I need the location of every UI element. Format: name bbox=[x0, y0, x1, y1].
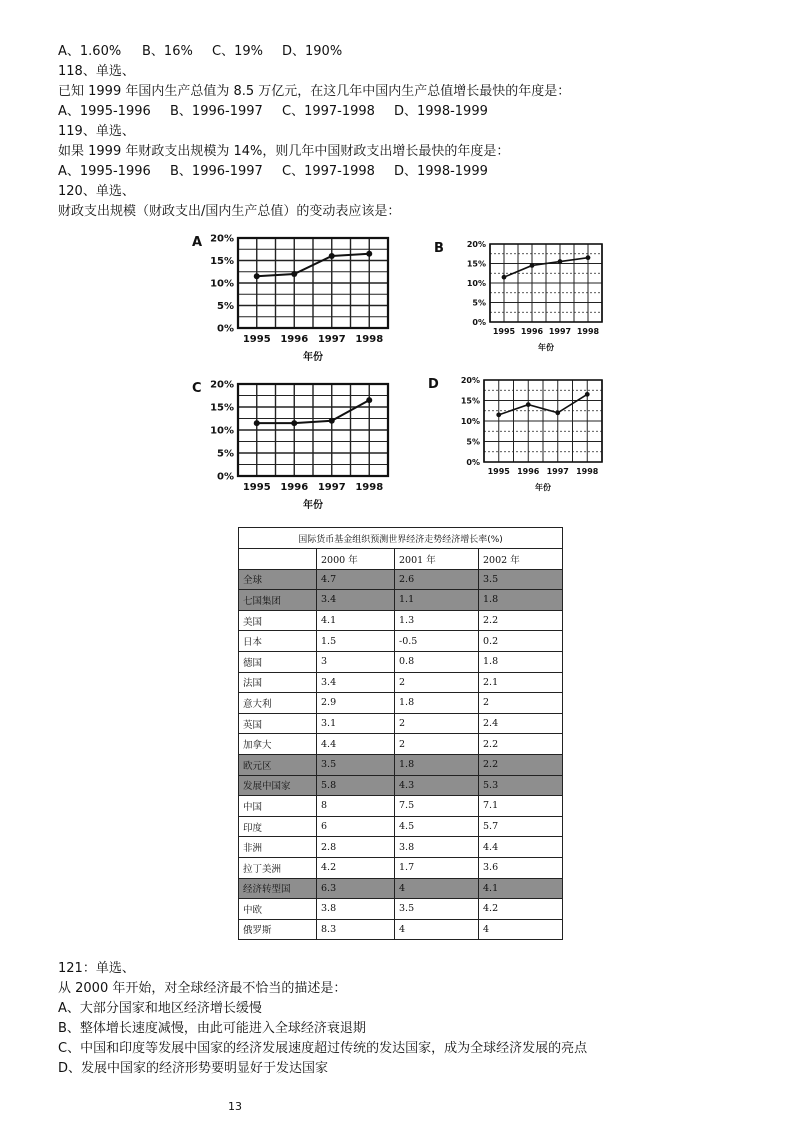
x-tick-label: 1998 bbox=[576, 327, 600, 336]
q119-option-b: B、1996-1997 bbox=[170, 164, 263, 179]
y-tick-label: 10% bbox=[210, 278, 234, 290]
data-point bbox=[291, 271, 297, 277]
y-tick-label: 10% bbox=[210, 425, 234, 437]
line-chart bbox=[190, 376, 400, 518]
table-cell: 5.7 bbox=[479, 816, 563, 837]
q119-option-a: A、1995-1996 bbox=[58, 164, 151, 179]
table-cell: 2.2 bbox=[479, 754, 563, 775]
table-cell: 4.1 bbox=[479, 878, 563, 899]
table-cell: 2.2 bbox=[479, 610, 563, 631]
data-point bbox=[496, 412, 501, 417]
table-cell: 4.3 bbox=[395, 775, 479, 796]
table-cell: 3.5 bbox=[395, 899, 479, 920]
table-cell: 3.8 bbox=[317, 899, 395, 920]
table-row bbox=[239, 631, 563, 652]
table-cell: 8 bbox=[317, 796, 395, 817]
y-tick-label: 15% bbox=[466, 259, 486, 269]
data-point bbox=[555, 410, 560, 415]
table-cell: 3.5 bbox=[317, 754, 395, 775]
table-title: 国际货币基金组织预测世界经济走势经济增长率(%) bbox=[239, 528, 563, 549]
y-tick-label: 15% bbox=[460, 396, 480, 406]
table-cell: 4 bbox=[395, 878, 479, 899]
q118-option-a: A、1995-1996 bbox=[58, 104, 151, 119]
table-cell: 2.2 bbox=[479, 734, 563, 755]
q117-option-b: B、16% bbox=[142, 44, 193, 59]
table-cell: 2 bbox=[479, 693, 563, 714]
table-cell: 2.8 bbox=[317, 837, 395, 858]
table-cell: 6.3 bbox=[317, 878, 395, 899]
table-cell: 4.7 bbox=[317, 569, 395, 590]
table-cell: 2 bbox=[395, 734, 479, 755]
q121-option-a: A、大部分国家和地区经济增长缓慢 bbox=[58, 1001, 262, 1016]
table-row-label: 俄罗斯 bbox=[239, 919, 317, 940]
x-axis-title: 年份 bbox=[538, 343, 554, 352]
y-tick-label: 0% bbox=[217, 323, 234, 335]
table-cell: 3.5 bbox=[479, 569, 563, 590]
table-cell: 7.1 bbox=[479, 796, 563, 817]
q117-option-c: C、19% bbox=[212, 44, 263, 59]
x-tick-label: 1997 bbox=[546, 467, 569, 476]
table-row bbox=[239, 899, 563, 920]
table-cell: 3.8 bbox=[395, 837, 479, 858]
data-point bbox=[329, 253, 335, 259]
table-header-cell: 2000 年 bbox=[317, 549, 395, 570]
table-cell: 3 bbox=[317, 651, 395, 672]
table-row bbox=[239, 754, 563, 775]
q120-stem: 财政支出规模（财政支出/国内生产总值）的变动表应该是： bbox=[58, 204, 401, 219]
table-row bbox=[239, 569, 563, 590]
table-cell: 1.7 bbox=[395, 857, 479, 878]
y-tick-label: 10% bbox=[460, 416, 480, 426]
line-chart bbox=[190, 226, 400, 370]
data-point bbox=[558, 259, 563, 264]
table-cell: 1.8 bbox=[395, 754, 479, 775]
table-cell: 8.3 bbox=[317, 919, 395, 940]
table-cell: 4.2 bbox=[317, 857, 395, 878]
table-cell: 4.2 bbox=[479, 899, 563, 920]
x-tick-label: 1997 bbox=[317, 334, 346, 345]
data-point bbox=[291, 420, 297, 426]
x-tick-label: 1996 bbox=[520, 327, 544, 336]
line-chart bbox=[432, 236, 614, 364]
x-tick-label: 1998 bbox=[576, 467, 599, 476]
chart-letter: A bbox=[192, 235, 203, 250]
x-tick-label: 1998 bbox=[355, 482, 384, 493]
y-tick-label: 20% bbox=[466, 239, 486, 249]
q118-number: 118、单选、 bbox=[58, 64, 135, 79]
x-tick-label: 1996 bbox=[517, 467, 540, 476]
table-row bbox=[239, 713, 563, 734]
table-cell: 1.8 bbox=[395, 693, 479, 714]
table-cell: 3.6 bbox=[479, 857, 563, 878]
table-row bbox=[239, 672, 563, 693]
y-tick-label: 0% bbox=[466, 457, 480, 467]
table-cell: 1.3 bbox=[395, 610, 479, 631]
data-point bbox=[254, 273, 260, 279]
y-tick-label: 15% bbox=[210, 256, 234, 267]
table-row-label: 发展中国家 bbox=[239, 775, 317, 796]
data-point bbox=[585, 392, 590, 397]
q117-option-a: A、1.60% bbox=[58, 44, 122, 59]
table-cell: 3.1 bbox=[317, 713, 395, 734]
data-point bbox=[366, 397, 372, 403]
x-axis-title: 年份 bbox=[303, 352, 323, 363]
x-tick-label: 1996 bbox=[280, 482, 309, 493]
chart-letter: D bbox=[428, 377, 439, 392]
y-tick-label: 0% bbox=[472, 317, 486, 327]
table-cell: 7.5 bbox=[395, 796, 479, 817]
table-row-label: 印度 bbox=[239, 816, 317, 837]
table-cell: 2.9 bbox=[317, 693, 395, 714]
x-axis-title: 年份 bbox=[303, 500, 323, 511]
chart-a bbox=[190, 226, 400, 374]
table-cell: 4 bbox=[479, 919, 563, 940]
x-tick-label: 1996 bbox=[280, 334, 309, 345]
y-tick-label: 15% bbox=[210, 402, 234, 414]
y-tick-label: 0% bbox=[217, 471, 234, 483]
q118-option-d: D、1998-1999 bbox=[394, 104, 488, 119]
growth-table bbox=[238, 527, 562, 940]
table-row bbox=[239, 693, 563, 714]
q117-option-d: D、190% bbox=[282, 44, 343, 59]
table-header-cell: 2002 年 bbox=[479, 549, 563, 570]
table-cell: 2 bbox=[395, 713, 479, 734]
data-point bbox=[526, 402, 531, 407]
table-row bbox=[239, 796, 563, 817]
table-cell: 2.4 bbox=[479, 713, 563, 734]
q119-stem: 如果 1999 年财政支出规模为 14%，则几年中国财政支出增长最快的年度是： bbox=[58, 144, 510, 159]
q119-number: 119、单选、 bbox=[58, 124, 135, 139]
table-cell: 4.5 bbox=[395, 816, 479, 837]
data-point bbox=[254, 420, 260, 426]
data-point bbox=[530, 263, 535, 268]
table-row-label: 全球 bbox=[239, 569, 317, 590]
y-tick-label: 5% bbox=[217, 301, 234, 312]
x-tick-label: 1995 bbox=[487, 467, 510, 476]
table-row-label: 意大利 bbox=[239, 693, 317, 714]
table-cell: 1.5 bbox=[317, 631, 395, 652]
table-cell: 6 bbox=[317, 816, 395, 837]
table-row-label: 中国 bbox=[239, 796, 317, 817]
chart-letter: B bbox=[434, 241, 444, 256]
chart-letter: C bbox=[192, 381, 202, 396]
data-point bbox=[502, 275, 507, 280]
q118-option-c: C、1997-1998 bbox=[282, 104, 375, 119]
table-cell: 1.1 bbox=[395, 590, 479, 611]
data-point bbox=[329, 418, 335, 424]
table-cell: 1.8 bbox=[479, 590, 563, 611]
table-row-label: 美国 bbox=[239, 610, 317, 631]
y-tick-label: 10% bbox=[466, 278, 486, 288]
table-cell: 0.2 bbox=[479, 631, 563, 652]
x-tick-label: 1997 bbox=[317, 482, 346, 493]
chart-b bbox=[432, 236, 614, 368]
table-row bbox=[239, 857, 563, 878]
table-cell: 5.8 bbox=[317, 775, 395, 796]
table-row bbox=[239, 651, 563, 672]
table-row bbox=[239, 919, 563, 940]
data-point bbox=[586, 255, 591, 260]
page-number: 13 bbox=[228, 1100, 242, 1113]
y-tick-label: 20% bbox=[460, 375, 480, 385]
data-point bbox=[366, 251, 372, 257]
table-row-label: 中欧 bbox=[239, 899, 317, 920]
q118-option-b: B、1996-1997 bbox=[170, 104, 263, 119]
table-row-label: 德国 bbox=[239, 651, 317, 672]
table-cell: 2.1 bbox=[479, 672, 563, 693]
q118-stem: 已知 1999 年国内生产总值为 8.5 万亿元，在这几年中国内生产总值增长最快的年度是： bbox=[58, 84, 571, 99]
line-chart bbox=[426, 374, 614, 504]
q121-option-d: D、发展中国家的经济形势要明显好于发达国家 bbox=[58, 1061, 329, 1076]
q121-option-b: B、整体增长速度减慢，由此可能进入全球经济衰退期 bbox=[58, 1021, 366, 1036]
table-row bbox=[239, 734, 563, 755]
table-row-label: 七国集团 bbox=[239, 590, 317, 611]
x-tick-label: 1995 bbox=[242, 334, 271, 345]
q118-options bbox=[58, 102, 488, 122]
table-row-label: 加拿大 bbox=[239, 734, 317, 755]
table-row bbox=[239, 878, 563, 899]
chart-d bbox=[426, 374, 614, 508]
table-cell: 4 bbox=[395, 919, 479, 940]
q117-options bbox=[58, 42, 342, 62]
x-tick-label: 1995 bbox=[492, 327, 516, 336]
table-cell: -0.5 bbox=[395, 631, 479, 652]
table-cell: 4.1 bbox=[317, 610, 395, 631]
table-cell: 2 bbox=[395, 672, 479, 693]
table-row bbox=[239, 775, 563, 796]
y-tick-label: 5% bbox=[466, 437, 480, 447]
table-row-label: 经济转型国 bbox=[239, 878, 317, 899]
q121-option-c: C、中国和印度等发展中国家的经济发展速度超过传统的发达国家，成为全球经济发展的亮点 bbox=[58, 1041, 588, 1056]
q119-option-d: D、1998-1999 bbox=[394, 164, 488, 179]
table-row-label: 法国 bbox=[239, 672, 317, 693]
q121-stem: 从 2000 年开始，对全球经济最不恰当的描述是： bbox=[58, 981, 347, 996]
table-header-cell: 2001 年 bbox=[395, 549, 479, 570]
table-row-label: 拉丁美洲 bbox=[239, 857, 317, 878]
table-row bbox=[239, 816, 563, 837]
table-row-label: 日本 bbox=[239, 631, 317, 652]
x-tick-label: 1998 bbox=[355, 334, 384, 345]
table-row-label: 英国 bbox=[239, 713, 317, 734]
chart-c bbox=[190, 376, 400, 522]
x-tick-label: 1997 bbox=[548, 327, 572, 336]
table-cell: 2.6 bbox=[395, 569, 479, 590]
q119-option-c: C、1997-1998 bbox=[282, 164, 375, 179]
x-tick-label: 1995 bbox=[242, 482, 271, 493]
table-row bbox=[239, 610, 563, 631]
table-cell: 3.4 bbox=[317, 590, 395, 611]
table-row bbox=[239, 590, 563, 611]
x-axis-title: 年份 bbox=[535, 483, 551, 492]
table-row bbox=[239, 837, 563, 858]
q119-options bbox=[58, 162, 488, 182]
q120-number: 120、单选、 bbox=[58, 184, 135, 199]
table-cell: 1.8 bbox=[479, 651, 563, 672]
y-tick-label: 5% bbox=[472, 298, 486, 308]
table-header-cell bbox=[239, 549, 317, 570]
table-row-label: 非洲 bbox=[239, 837, 317, 858]
q121-number: 121：单选、 bbox=[58, 961, 135, 976]
y-tick-label: 20% bbox=[210, 233, 234, 245]
table-row-label: 欧元区 bbox=[239, 754, 317, 775]
table-cell: 5.3 bbox=[479, 775, 563, 796]
y-tick-label: 5% bbox=[217, 448, 234, 460]
table-cell: 4.4 bbox=[317, 734, 395, 755]
table-cell: 4.4 bbox=[479, 837, 563, 858]
y-tick-label: 20% bbox=[210, 379, 234, 391]
table-cell: 3.4 bbox=[317, 672, 395, 693]
table-cell: 0.8 bbox=[395, 651, 479, 672]
